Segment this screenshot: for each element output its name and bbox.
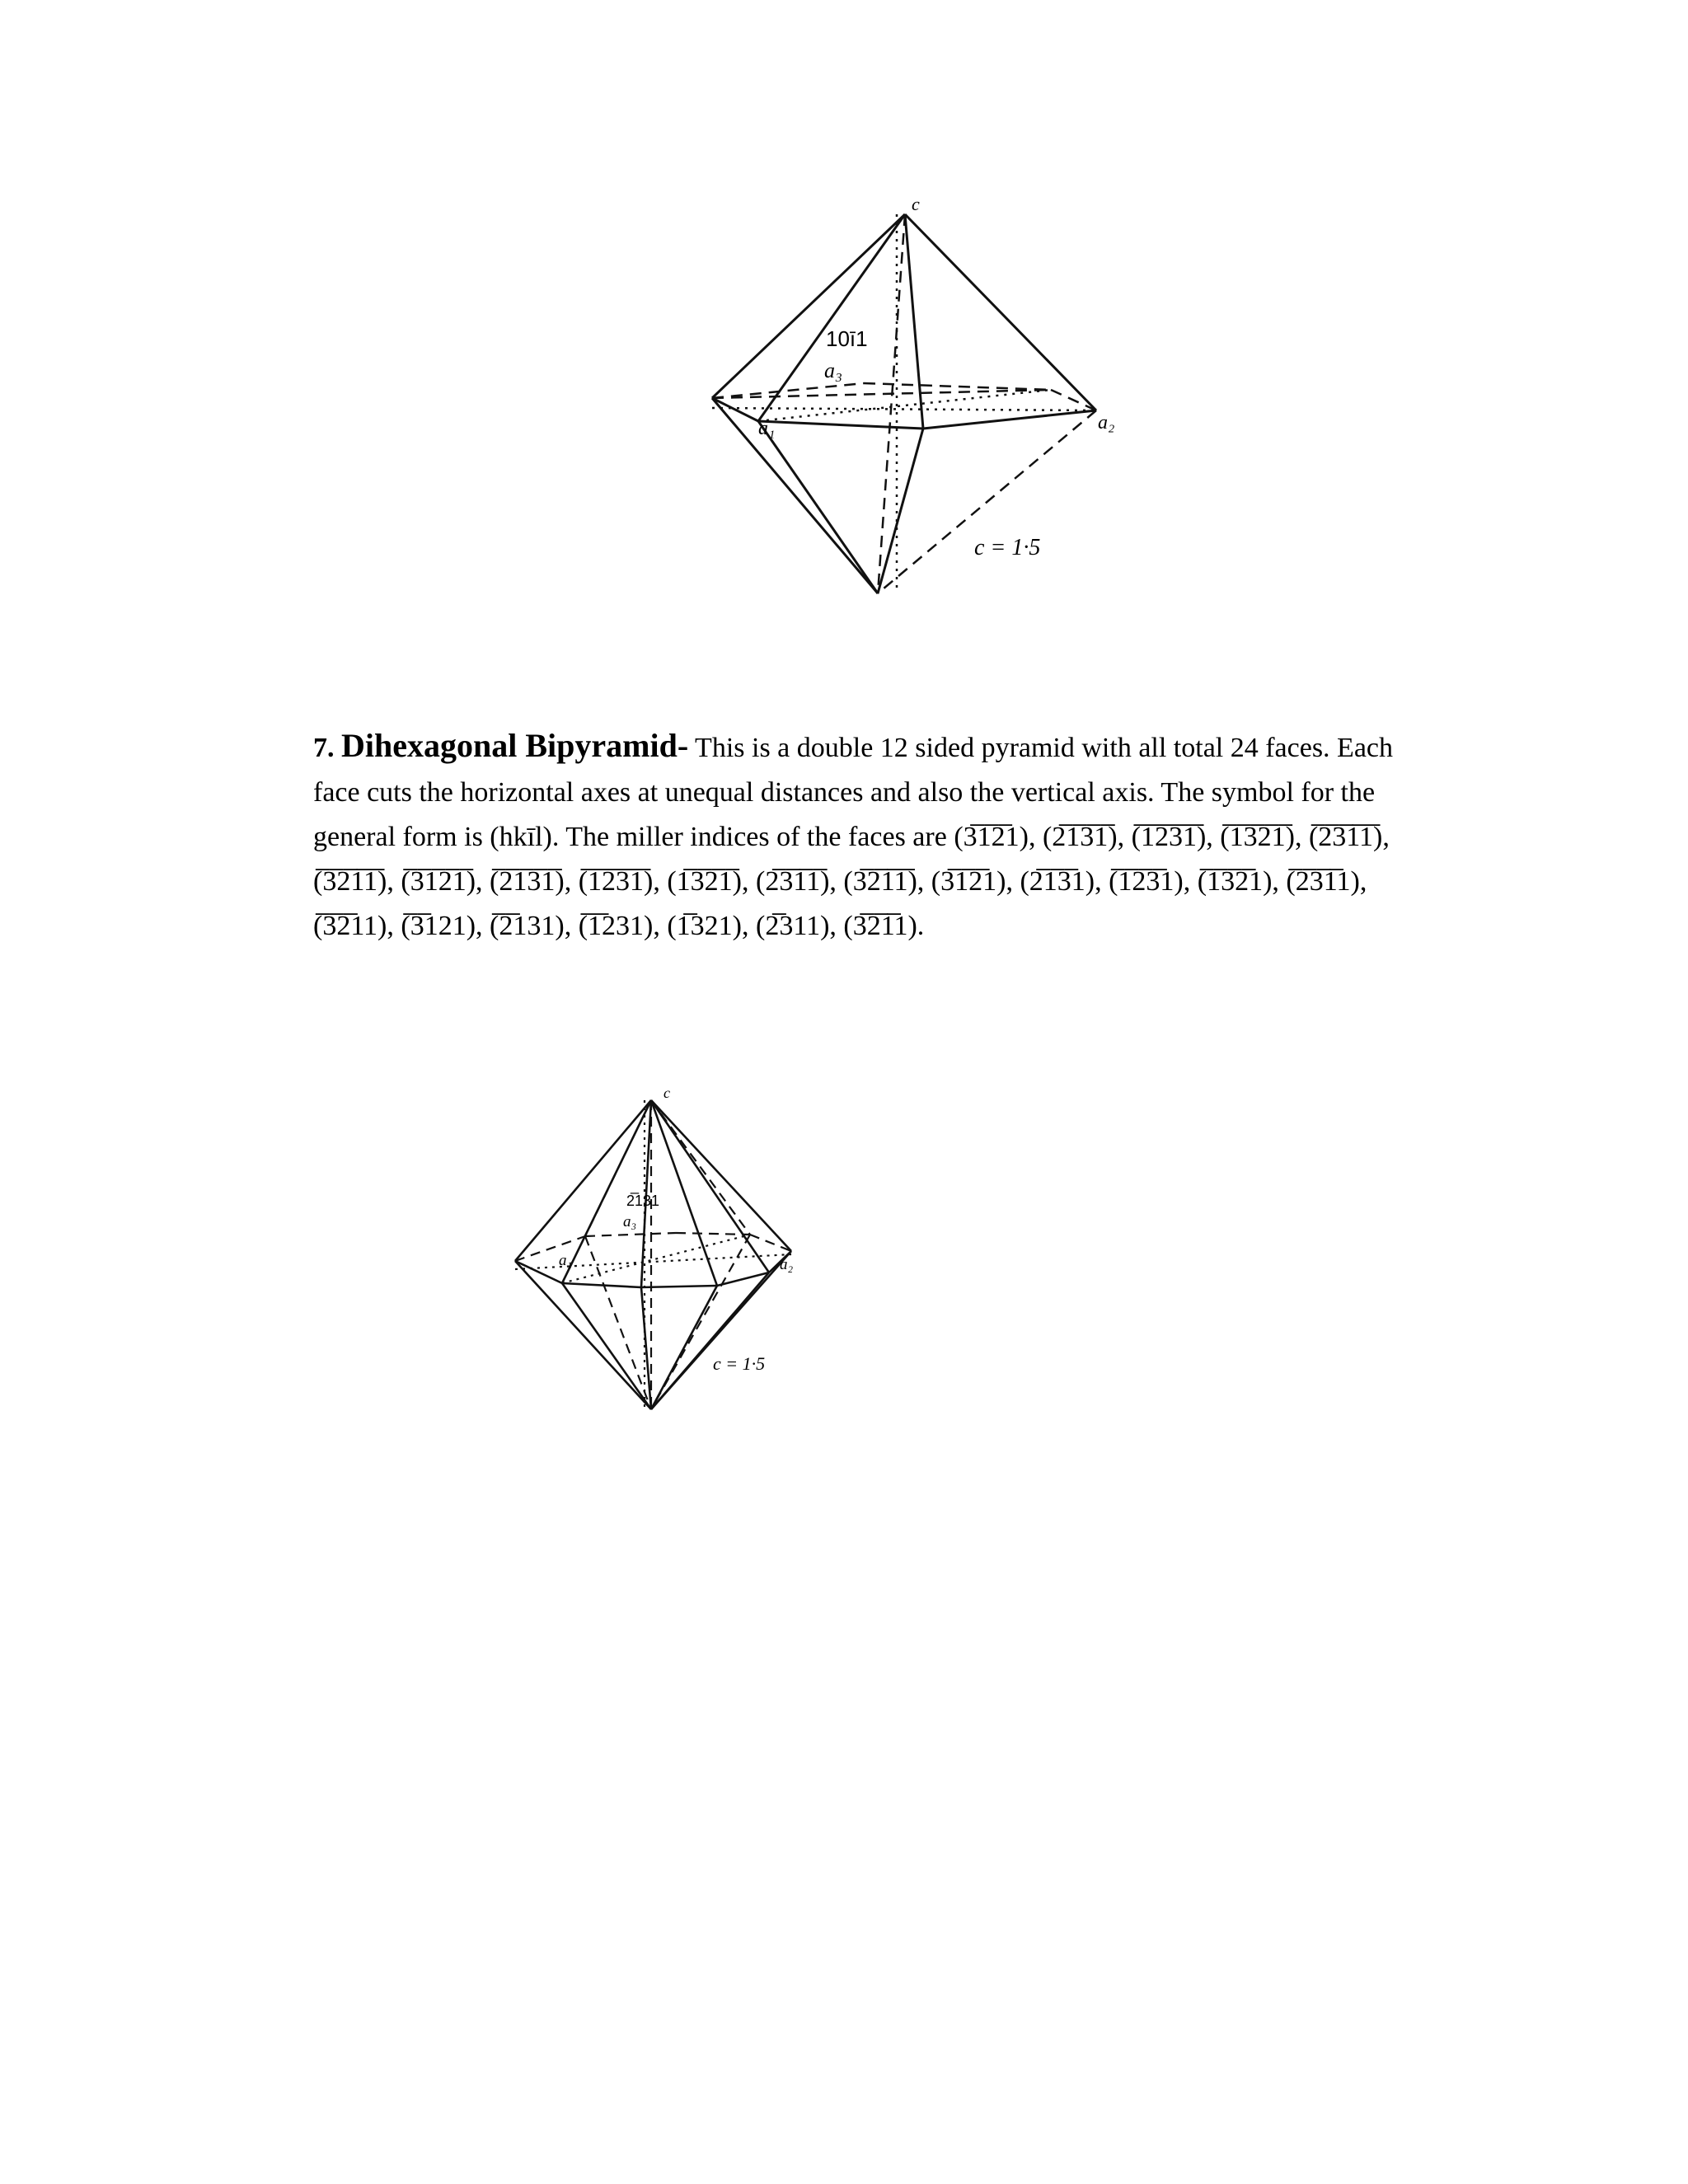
miller-index: (̅1̅2̅3̅1) (1109, 866, 1184, 897)
miller-index: (3̅2̅1̅1̅) (843, 866, 917, 897)
axis-label-a1: a₁ (758, 418, 776, 439)
miller-index: (̅2̅3̅1̅1) (1286, 866, 1360, 897)
miller-index: (2̅1̅3̅1) (1020, 866, 1095, 897)
miller-index: (̅3̅2̅11) (313, 911, 387, 941)
face-index-label: 10ī1 (826, 326, 868, 351)
axis-label-a3: a₃ (824, 359, 843, 382)
miller-index: (̅1̅2̅3̅1̅) (1131, 822, 1207, 852)
dihexagonal-bipyramid-figure (503, 1071, 849, 1418)
miller-index: (̅1̅2̅3̅1̅) (578, 866, 654, 897)
miller-index: (̅1̅3̅2̅1) (1197, 866, 1273, 897)
miller-index: (̅1̅3̅2̅1̅) (1220, 822, 1295, 852)
section-title: Dihexagonal Bipyramid- (341, 727, 689, 764)
miller-index: (3̅1̅2̅1) (931, 866, 1006, 897)
miller-index: (̅3̅2̅1̅1̅) (313, 866, 387, 897)
miller-index: (3̅1̅2̅1) (954, 822, 1029, 852)
apex-label-c: c (912, 194, 920, 214)
miller-index: (3̅2̅1̅1) (843, 911, 917, 941)
miller-index: (2̅1̅3̅1̅) (1042, 822, 1118, 852)
miller-index: (̅2̅3̅1̅1̅) (1308, 822, 1383, 852)
miller-index: (̅2̅131) (490, 911, 565, 941)
section-intro: This is a double 12 sided pyramid with all total 24 faces. Each face cuts the horizontal axes at unequal distances and also the vertical axis. The symbol for the general form is (hk (313, 733, 1394, 852)
miller-index: (̅2̅1̅3̅1̅) (490, 866, 565, 897)
axis-label-a3-2: a₃ (623, 1213, 637, 1230)
apex-label-c-2: c (663, 1085, 670, 1101)
section-paragraph (313, 724, 1434, 949)
miller-index: (2̅3̅1̅1̅) (756, 866, 830, 897)
axial-ratio-label-2: c = 1·5 (713, 1353, 766, 1374)
miller-index: (2̅311) (756, 911, 830, 941)
general-form-i: ī (527, 822, 536, 852)
paragraph-body (313, 724, 1434, 949)
section-number: 7. (313, 733, 335, 763)
miller-index: (̅3̅121) (401, 911, 476, 941)
section-intro-tail: l). The miller indices of the faces are (535, 822, 954, 852)
dihexagonal-drawing (503, 1071, 849, 1418)
axis-label-a2-2: a₂ (780, 1256, 794, 1273)
hexagonal-bipyramid-figure (676, 177, 1137, 626)
axis-label-a1-2: a₁ (559, 1252, 573, 1269)
miller-indices-list: (3̅1̅2̅1), (2̅1̅3̅1̅), (̅1̅2̅3̅1̅), (̅1̅3̅2̅1̅), (̅2̅3̅1̅1̅), (̅3̅2̅1̅1̅), (̅3̅1̅2̅1̅), (̅2̅1̅3̅1̅), (̅1̅2̅3̅1̅), (1̅3̅2̅1̅), (2̅3̅1̅1̅), (3̅2̅1̅1̅), (3̅1̅2̅1), (2̅1̅3̅1), (̅1̅2̅3̅1), (̅1̅3̅2̅1), (̅2̅3̅1̅1), (̅3̅2̅11), (̅3̅121), (̅2̅131), (̅1̅231), (1̅321), (2̅311), (3̅2̅1̅1). (313, 822, 1390, 941)
face-index-label-2: 2̅131 (626, 1193, 660, 1209)
miller-index: (1̅321) (667, 911, 743, 941)
axial-ratio-label: c = 1·5 (974, 535, 1041, 560)
miller-index: (̅3̅1̅2̅1̅) (401, 866, 476, 897)
axis-label-a2: a₂ (1098, 412, 1115, 434)
bipyramid-drawing (676, 177, 1137, 626)
miller-index: (1̅3̅2̅1̅) (667, 866, 743, 897)
miller-index: (̅1̅231) (578, 911, 654, 941)
